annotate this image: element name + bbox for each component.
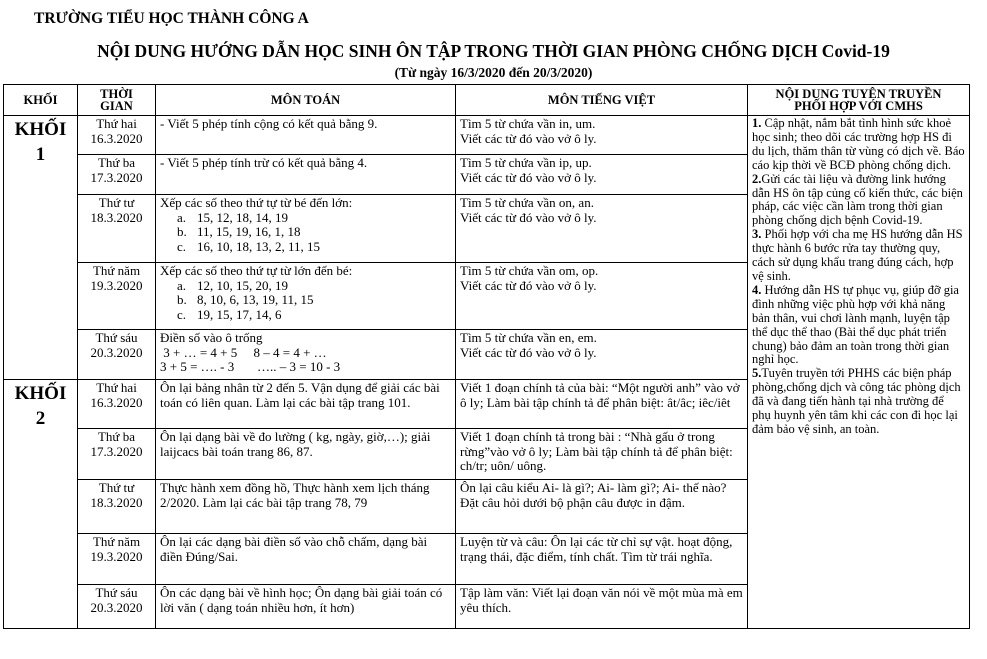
date-label: 20.3.2020 xyxy=(90,344,143,360)
math-list-item xyxy=(160,240,451,255)
time-cell xyxy=(78,534,156,585)
table-row xyxy=(4,116,970,155)
viet-line: Tìm 5 từ chứa vần on, an. xyxy=(460,195,594,210)
col-header-khoi: KHỐI xyxy=(4,85,78,116)
col-header-notes-line2: PHỐI HỢP VỚI CMHS xyxy=(794,99,923,113)
note-number: 1. xyxy=(752,116,762,130)
col-header-time-line1: THỜI xyxy=(100,86,133,101)
time-cell xyxy=(78,116,156,155)
time-cell xyxy=(78,585,156,629)
day-label: Thứ năm xyxy=(92,534,141,549)
grade-label-word: KHỐI xyxy=(14,119,67,140)
math-intro: Điền số vào ô trống xyxy=(160,330,263,345)
time-cell xyxy=(78,380,156,429)
viet-line: Viết các từ đó vào vở ô ly. xyxy=(460,277,597,293)
viet-line: Tìm 5 từ chứa vần en, em. xyxy=(460,330,597,345)
date-label: 18.3.2020 xyxy=(90,494,143,510)
list-text: 16, 10, 18, 13, 2, 11, 15 xyxy=(197,238,321,254)
math-intro: Xếp các số theo thứ tự từ bé đến lớn: xyxy=(160,195,353,210)
viet-line: Viết các từ đó vào vở ô ly. xyxy=(460,209,597,225)
note-item-2 xyxy=(752,173,965,229)
math-cell: Thực hành xem đồng hồ, Thực hành xem lịch tháng 2/2020. Làm lại các bài tập trang 78, 79 xyxy=(156,480,456,534)
document-title: NỘI DUNG HƯỚNG DẪN HỌC SINH ÔN TẬP TRONG THỜI GIAN PHÒNG CHỐNG DỊCH Covid-19 xyxy=(97,41,890,61)
note-text: Phối hợp với cha mẹ HS hướng dẫn HS thực hành 6 bước rửa tay thường quy, cách sử dụng khẩu trang đúng cách, hợp vệ sinh. xyxy=(752,227,963,283)
day-label: Thứ ba xyxy=(97,429,135,444)
time-cell xyxy=(78,195,156,263)
date-range: (Từ ngày 16/3/2020 đến 20/3/2020) xyxy=(394,65,593,80)
time-cell xyxy=(78,155,156,195)
viet-line: Viết các từ đó vào vở ô ly. xyxy=(460,344,597,360)
note-item-1 xyxy=(752,117,965,173)
col-header-math: MÔN TOÁN xyxy=(156,85,456,116)
col-header-notes xyxy=(748,85,970,116)
viet-line: Viết các từ đó vào vở ô ly. xyxy=(460,130,597,146)
math-cell: Ôn các dạng bài về hình học; Ôn dạng bài giải toán có lời văn ( dạng toán nhiều hơn, ít hơn) xyxy=(156,585,456,629)
note-number: 2. xyxy=(752,171,762,186)
day-label: Thứ tư xyxy=(98,480,135,495)
list-marker: a. xyxy=(177,277,187,293)
day-label: Thứ hai xyxy=(96,116,137,131)
list-marker: a. xyxy=(177,209,187,225)
viet-cell: Ôn lại câu kiểu Ai- là gì?; Ai- làm gì?; Ai- thế nào? Đặt câu hỏi dưới bộ phận câu được in đậm. xyxy=(456,480,748,534)
list-text: 19, 15, 17, 14, 6 xyxy=(197,306,282,322)
note-text: Hướng dẫn HS tự phục vụ, giúp đỡ gia đình những việc phù hợp với khả năng bản thân, vui chơi lành mạnh, luyện tập thể dục thể thao (Bài thể dục phát triển chung) bảo đảm an toàn trong thời gian nghỉ học. xyxy=(752,282,959,367)
date-label: 19.3.2020 xyxy=(90,548,143,564)
date-label: 18.3.2020 xyxy=(90,209,143,225)
math-cell: - Viết 5 phép tính trừ có kết quả bằng 4. xyxy=(156,155,456,195)
viet-cell xyxy=(456,195,748,263)
schedule-table xyxy=(3,84,970,629)
time-cell xyxy=(78,330,156,380)
note-item-4 xyxy=(752,284,965,367)
math-cell: - Viết 5 phép tính cộng có kết quả bằng 9. xyxy=(156,116,456,155)
math-list-item xyxy=(160,293,451,308)
math-intro: Xếp các số theo thứ tự từ lớn đến bé: xyxy=(160,263,353,278)
math-cell: Ôn lại bảng nhân từ 2 đến 5. Vận dụng để giải các bài toán có liên quan. Làm lại các bài tập trang 101. xyxy=(156,380,456,429)
list-marker: c. xyxy=(177,238,187,254)
viet-cell xyxy=(456,116,748,155)
col-header-time xyxy=(78,85,156,116)
time-cell xyxy=(78,429,156,480)
date-label: 17.3.2020 xyxy=(90,169,143,185)
grade-2-label xyxy=(4,380,78,629)
viet-cell: Viết 1 đoạn chính tả trong bài : “Nhà gấu ở trong rừng”vào vở ô ly; Làm bài tập chính tả để phân biệt: ch/tr; uôn/ uông. xyxy=(456,429,748,480)
date-label: 20.3.2020 xyxy=(90,599,143,615)
note-text: Tuyên truyền tới PHHS các biện pháp phòng,chống dịch và công tác phòng dịch đã và đang tiến hành tại nhà trường để phụ huynh yên tâm khi các con đi học lại đảm bảo vệ sinh, an toàn. xyxy=(752,366,961,436)
viet-cell: Luyện từ và câu: Ôn lại các từ chỉ sự vật. hoạt động, trạng thái, đặc điểm, tính chất. Tìm từ trái nghĩa. xyxy=(456,534,748,585)
school-name: TRƯỜNG TIỂU HỌC THÀNH CÔNG A xyxy=(34,10,309,27)
date-label: 16.3.2020 xyxy=(90,130,143,146)
math-cell xyxy=(156,195,456,263)
day-label: Thứ hai xyxy=(96,380,137,395)
list-marker: b. xyxy=(177,224,187,239)
note-text: Gửi các tài liệu và đường link hướng dẫn HS ôn tập củng cố kiến thức, các biện pháp, các việc cần làm trong thời gian phòng chống dịch bệnh Covid-19. xyxy=(752,171,963,228)
math-equation-line: 3 + … = 4 + 5 8 – 4 = 4 + … xyxy=(160,344,327,360)
math-list-item xyxy=(160,308,451,323)
notes-cell xyxy=(748,116,970,629)
time-cell xyxy=(78,263,156,330)
time-cell xyxy=(78,480,156,534)
note-item-3 xyxy=(752,228,965,284)
viet-line: Tìm 5 từ chứa vần om, op. xyxy=(460,263,599,278)
viet-line: Viết các từ đó vào vở ô ly. xyxy=(460,169,597,185)
note-number: 5. xyxy=(752,366,762,381)
note-number: 4. xyxy=(752,282,762,297)
math-cell: Ôn lại dạng bài về đo lường ( kg, ngày, giờ,…); giải laijcacs bài toán trang 86, 87. xyxy=(156,429,456,480)
list-marker: c. xyxy=(177,306,187,322)
viet-cell xyxy=(456,330,748,380)
list-text: 12, 10, 15, 20, 19 xyxy=(197,277,288,293)
viet-line: Tìm 5 từ chứa vần in, um. xyxy=(460,116,596,131)
day-label: Thứ ba xyxy=(97,155,135,170)
viet-cell xyxy=(456,263,748,330)
note-item-5 xyxy=(752,367,965,437)
math-cell xyxy=(156,330,456,380)
grade-1-label xyxy=(4,116,78,380)
note-text: Cập nhật, nắm bắt tình hình sức khoẻ học sinh; theo dõi các trường hợp HS đi du lịch, thăm thân từ vùng có dịch về. Báo cáo kịp thời về BCĐ phòng chống dịch. xyxy=(752,116,965,172)
day-label: Thứ sáu xyxy=(95,330,138,345)
viet-line: Tìm 5 từ chứa vần ip, up. xyxy=(460,155,592,170)
grade-label-number: 1 xyxy=(35,144,46,165)
math-list-item xyxy=(160,211,451,226)
day-label: Thứ tư xyxy=(98,195,135,210)
col-header-time-line2: GIAN xyxy=(100,99,133,113)
header-row xyxy=(4,85,970,116)
viet-cell: Viết 1 đoạn chính tả của bài: “Một người anh” vào vở ô ly; Làm bài tập chính tả để phân biệt: ât/âc; iêc/iêt xyxy=(456,380,748,429)
date-label: 17.3.2020 xyxy=(90,443,143,459)
col-header-notes-line1: NỘI DUNG TUYÊN TRUYỀN xyxy=(775,86,942,101)
list-marker: b. xyxy=(177,292,187,307)
math-list-item xyxy=(160,225,451,240)
grade-label-number: 2 xyxy=(35,408,46,429)
viet-cell xyxy=(456,155,748,195)
day-label: Thứ sáu xyxy=(95,585,138,600)
date-label: 19.3.2020 xyxy=(90,277,143,293)
viet-cell: Tập làm văn: Viết lại đoạn văn nói về một mùa mà em yêu thích. xyxy=(456,585,748,629)
grade-label-word: KHỐI xyxy=(14,383,67,404)
note-number: 3. xyxy=(752,227,762,242)
list-text: 11, 15, 19, 16, 1, 18 xyxy=(197,224,301,239)
date-label: 16.3.2020 xyxy=(90,394,143,410)
math-cell: Ôn lại các dạng bài điền số vào chỗ chấm, dạng bài điền Đúng/Sai. xyxy=(156,534,456,585)
col-header-viet: MÔN TIẾNG VIỆT xyxy=(456,85,748,116)
list-text: 8, 10, 6, 13, 19, 11, 15 xyxy=(197,292,314,307)
list-text: 15, 12, 18, 14, 19 xyxy=(197,209,288,225)
math-list-item xyxy=(160,279,451,294)
day-label: Thứ năm xyxy=(92,263,141,278)
math-cell xyxy=(156,263,456,330)
math-equation-line: 3 + 5 = …. - 3 ….. – 3 = 10 - 3 xyxy=(160,359,341,374)
